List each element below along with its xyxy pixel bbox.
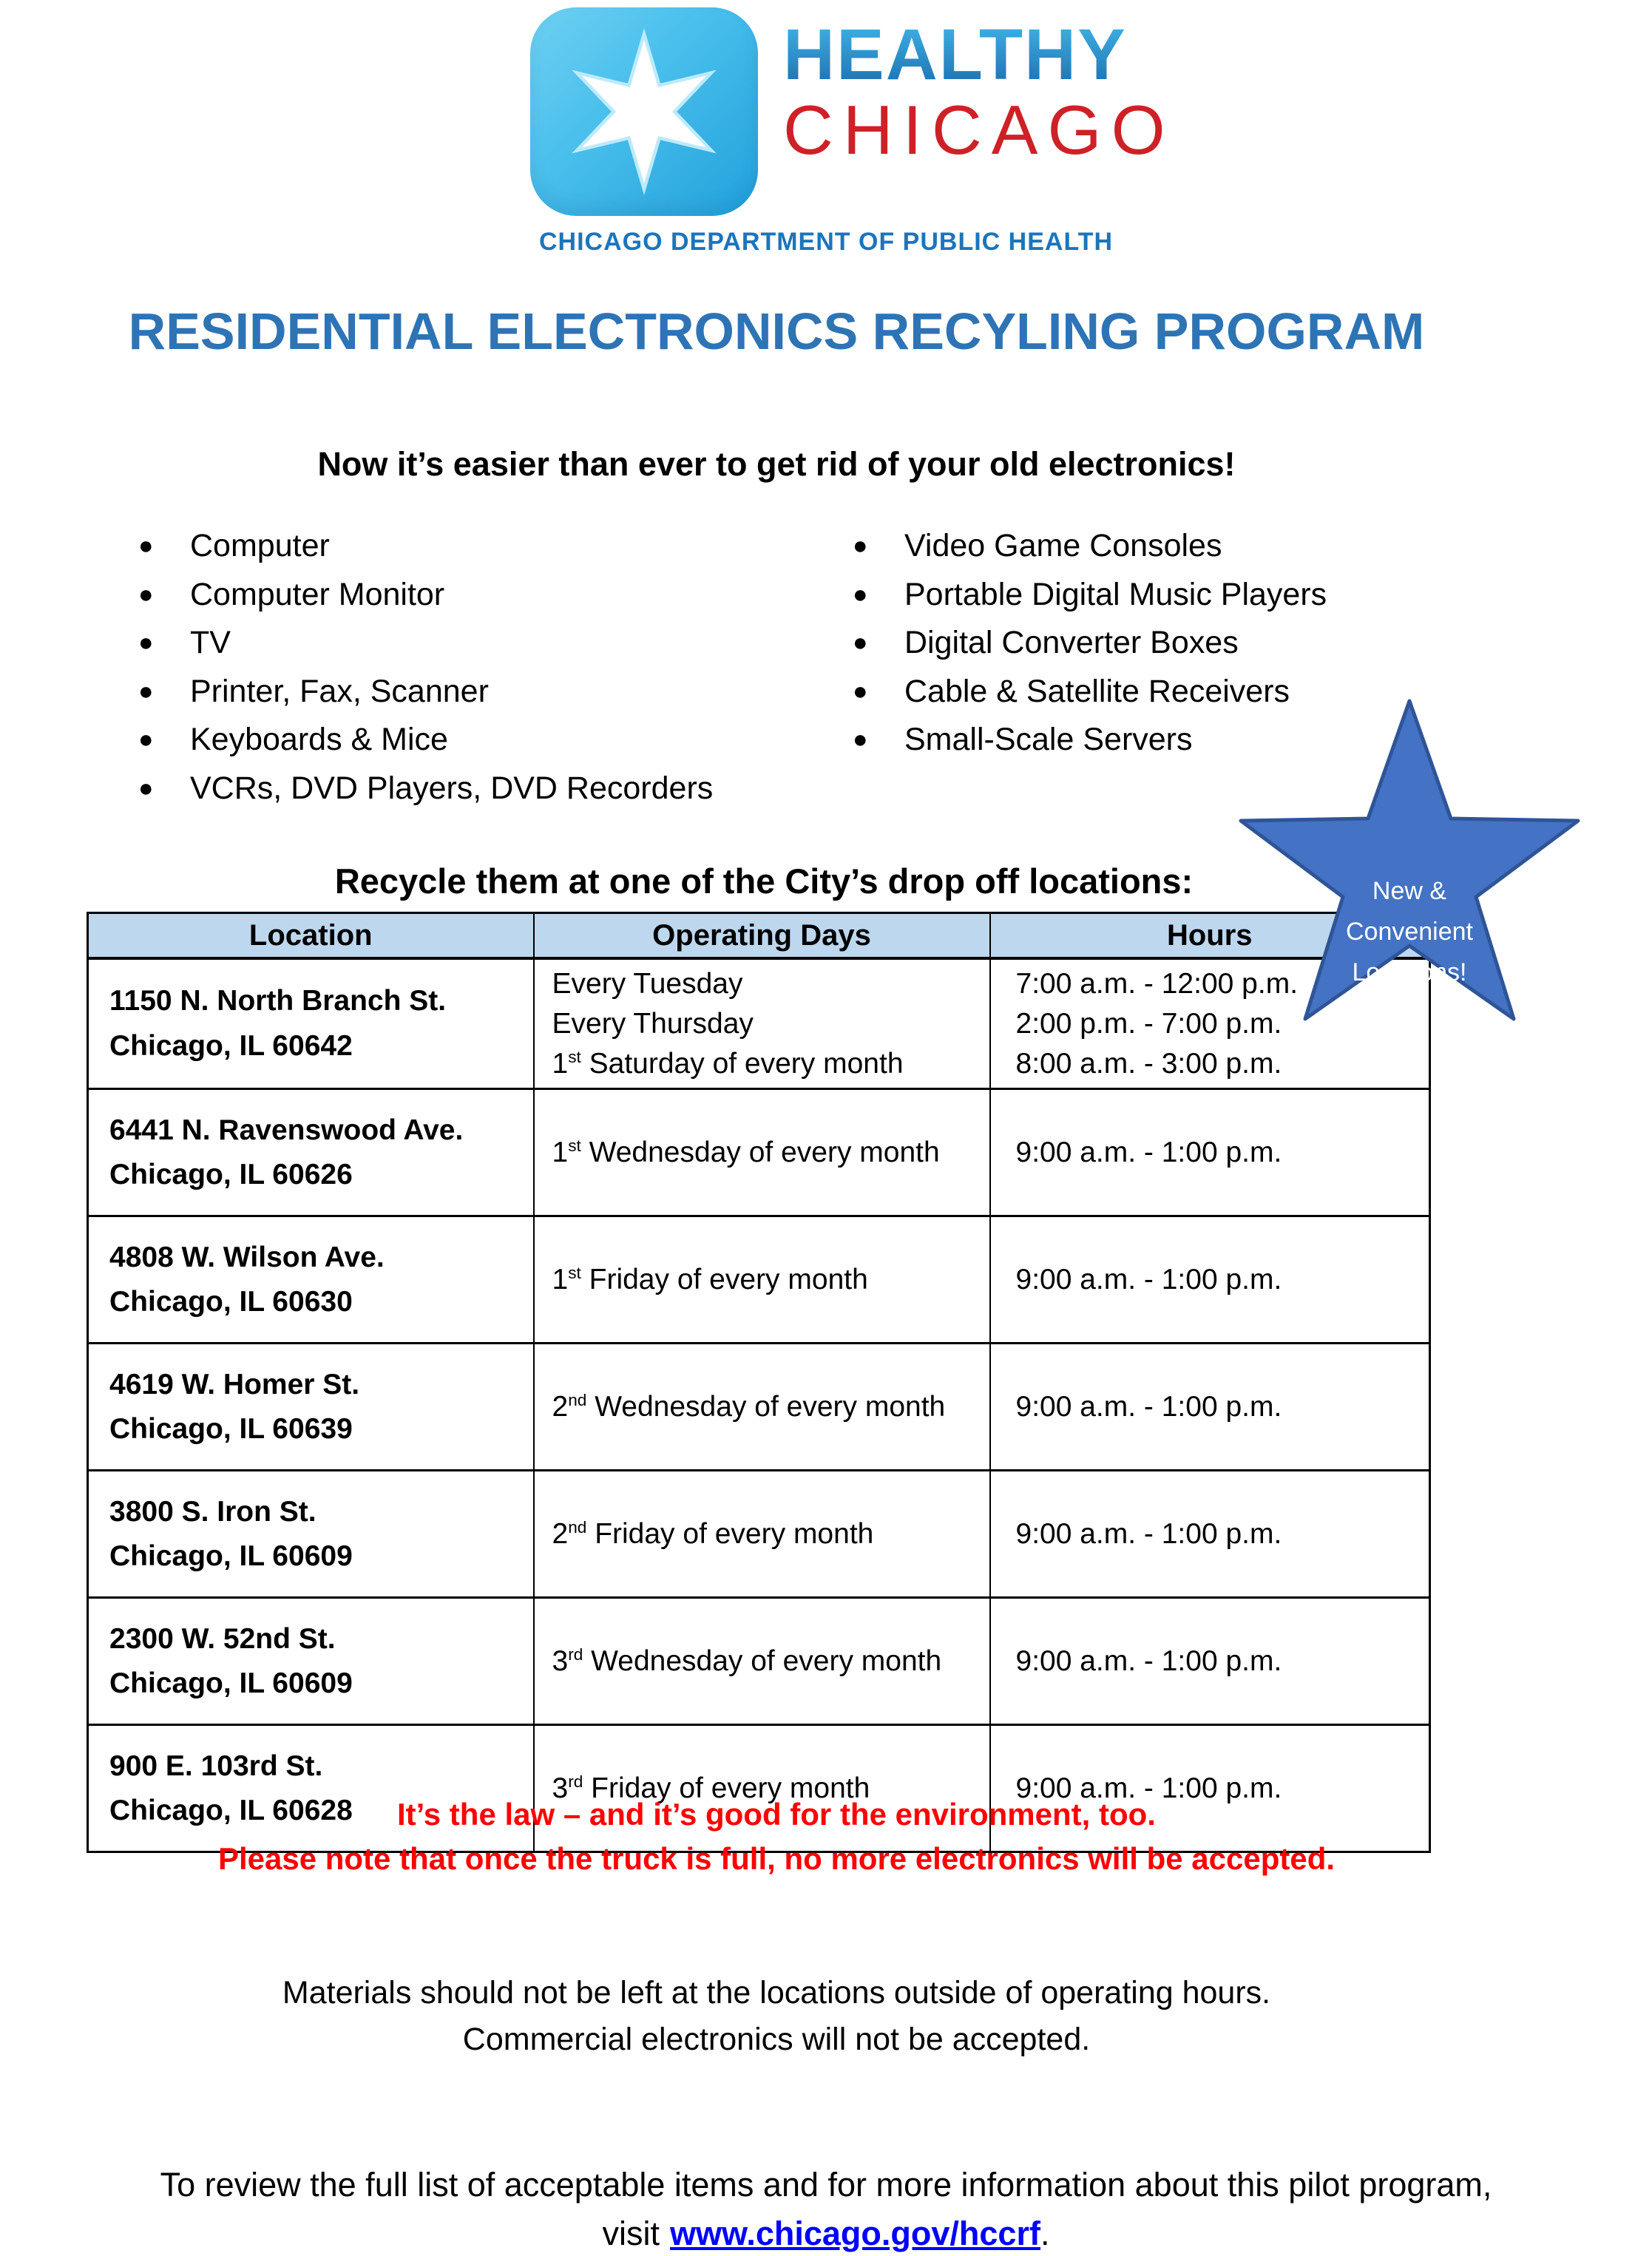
program-website-link[interactable]: www.chicago.gov/hccrf <box>670 2215 1040 2252</box>
logo-chicago-text: CHICAGO <box>783 91 1175 169</box>
bullet-icon: ● <box>853 725 868 754</box>
six-point-star-icon <box>560 24 728 200</box>
list-item <box>138 522 713 571</box>
list-item <box>853 522 1327 571</box>
location-cell: 1150 N. North Branch St. Chicago, IL 60642 <box>88 958 534 1089</box>
item-label: Computer Monitor <box>190 576 445 612</box>
hours-cell: 9:00 a.m. - 1:00 p.m. <box>990 1216 1430 1344</box>
table-row <box>88 1344 1430 1471</box>
hours-cell: 9:00 a.m. - 1:00 p.m. <box>990 1344 1430 1471</box>
star-line: Locations! <box>1352 958 1467 986</box>
list-item <box>853 619 1327 668</box>
operating-days-cell: 3rd Wednesday of every month <box>534 1598 990 1725</box>
star-badge-text <box>1225 871 1594 993</box>
item-label: Computer <box>190 528 330 564</box>
list-item <box>138 619 713 668</box>
column-header-location: Location <box>88 913 534 959</box>
location-cell: 4808 W. Wilson Ave. Chicago, IL 60630 <box>88 1216 534 1344</box>
operating-days-cell: 2nd Friday of every month <box>534 1471 990 1598</box>
bullet-icon: ● <box>853 580 868 609</box>
drop-off-heading: Recycle them at one of the City’s drop off locations: <box>334 861 1194 901</box>
drop-off-table-body <box>88 958 1430 1852</box>
footer-visit-line <box>0 2209 1652 2256</box>
item-label: Keyboards & Mice <box>190 722 448 758</box>
usage-notes <box>0 1970 1553 2063</box>
bullet-icon: ● <box>853 677 868 705</box>
item-label: Printer, Fax, Scanner <box>190 673 489 709</box>
footer-period: . <box>1040 2215 1050 2252</box>
list-item <box>138 571 713 620</box>
column-header-operating-days: Operating Days <box>534 913 990 959</box>
table-row <box>88 1089 1430 1216</box>
location-cell: 900 E. 103rd St. Chicago, IL 60628 <box>88 1725 534 1852</box>
law-warning-text <box>0 1792 1553 1881</box>
note-line: Materials should not be left at the locations outside of operating hours. <box>282 1975 1271 2011</box>
item-label: Small-Scale Servers <box>904 722 1193 758</box>
item-label: VCRs, DVD Players, DVD Recorders <box>190 770 714 806</box>
page-title: RESIDENTIAL ELECTRONICS RECYLING PROGRAM <box>128 302 1425 360</box>
bullet-icon: ● <box>853 532 868 560</box>
item-label: Cable & Satellite Receivers <box>904 673 1290 709</box>
hours-cell: 9:00 a.m. - 1:00 p.m. <box>990 1725 1430 1852</box>
list-item <box>138 716 713 765</box>
item-label: Portable Digital Music Players <box>904 576 1327 612</box>
bullet-icon: ● <box>853 629 868 657</box>
footer-line: To review the full list of acceptable items and for more information about this pilot program, <box>160 2166 1492 2204</box>
warning-line: It’s the law – and it’s good for the environment, too. <box>397 1797 1156 1832</box>
location-cell: 6441 N. Ravenswood Ave. Chicago, IL 60626 <box>88 1089 534 1216</box>
column-header-hours: Hours <box>990 913 1430 959</box>
hours-cell: 9:00 a.m. - 1:00 p.m. <box>990 1089 1430 1216</box>
item-label: Digital Converter Boxes <box>904 625 1239 661</box>
logo-healthy-text: HEALTHY <box>783 18 1175 92</box>
healthy-chicago-logo <box>530 7 1175 257</box>
table-row <box>88 1598 1430 1725</box>
hours-cell: 9:00 a.m. - 1:00 p.m. <box>990 1471 1430 1598</box>
hours-cell: 7:00 a.m. - 12:00 p.m. 2:00 p.m. - 7:00 p.m. 8:00 a.m. - 3:00 p.m. <box>990 958 1430 1089</box>
bullet-icon: ● <box>138 725 154 754</box>
page-subtitle: Now it’s easier than ever to get rid of your old electronics! <box>317 445 1236 483</box>
note-line: Commercial electronics will not be accepted. <box>462 2022 1091 2057</box>
operating-days-cell: 3rd Friday of every month <box>534 1725 990 1852</box>
drop-off-locations-table <box>87 912 1431 1853</box>
chicago-star-badge <box>530 7 758 216</box>
bullet-icon: ● <box>138 629 154 657</box>
list-item <box>138 668 713 717</box>
location-cell: 3800 S. Iron St. Chicago, IL 60609 <box>88 1471 534 1598</box>
location-cell: 2300 W. 52nd St. Chicago, IL 60609 <box>88 1598 534 1725</box>
table-row <box>88 1216 1430 1344</box>
location-cell: 4619 W. Homer St. Chicago, IL 60639 <box>88 1344 534 1471</box>
bullet-icon: ● <box>138 532 154 560</box>
operating-days-cell: Every Tuesday Every Thursday 1st Saturday of every month <box>534 958 990 1089</box>
logo-department-text: CHICAGO DEPARTMENT OF PUBLIC HEALTH <box>538 228 1114 256</box>
hours-cell: 9:00 a.m. - 1:00 p.m. <box>990 1598 1430 1725</box>
operating-days-cell: 1st Wednesday of every month <box>534 1089 990 1216</box>
star-line: Convenient <box>1345 918 1473 946</box>
bullet-icon: ● <box>138 773 154 802</box>
bullet-icon: ● <box>138 677 154 705</box>
footer <box>0 2161 1652 2256</box>
star-line: New & <box>1372 877 1447 905</box>
list-item <box>853 571 1327 620</box>
operating-days-cell: 2nd Wednesday of every month <box>534 1344 990 1471</box>
item-label: TV <box>190 625 231 661</box>
acceptable-items-list-left <box>138 522 713 813</box>
new-locations-star-badge <box>1225 698 1594 1032</box>
bullet-icon: ● <box>138 580 154 609</box>
table-row <box>88 1471 1430 1598</box>
item-label: Video Game Consoles <box>904 528 1222 564</box>
operating-days-cell: 1st Friday of every month <box>534 1216 990 1344</box>
visit-label: visit <box>602 2215 660 2252</box>
warning-line: Please note that once the truck is full, no more electronics will be accepted. <box>217 1841 1336 1876</box>
list-item <box>138 765 713 813</box>
